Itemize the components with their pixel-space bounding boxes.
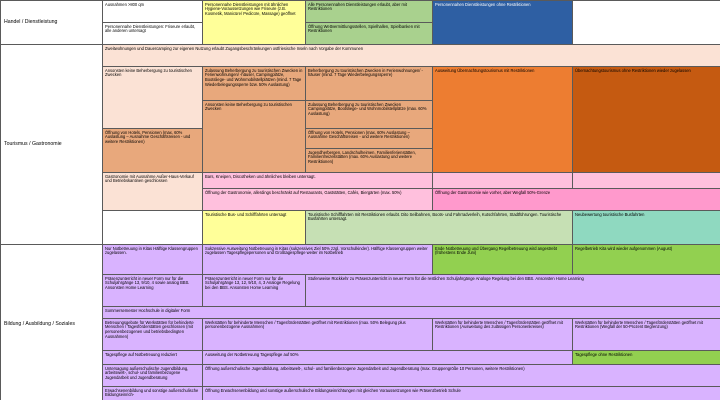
table-row bbox=[1, 275, 720, 307]
cell-r14c5: Tagespflege ohne Restriktionen bbox=[573, 351, 720, 365]
table-row bbox=[1, 245, 720, 275]
table-row bbox=[1, 307, 720, 319]
cell-r11c2: Präsenzunterricht in neuer Form nur für die Schuljahrgänge 13, 12, 9/10, 4, 3 Analoge Regelung bei den BBS. Ansonsten Home Learning bbox=[203, 275, 306, 307]
cell-r9c1: Touristische Bus- und Schifffahrten untersagt bbox=[203, 211, 306, 245]
cell-r5c1: Öffnung von Hotels, Pensionen (max. 60% Auslastung – Ausnahme Geschäftsreisen - und weitere Restriktionen) bbox=[103, 129, 203, 173]
cell-r11c3: Stufenweise Rückkehr zu Präsenzunterricht in neuer Form für die restlichen Schuljahrgänge Analoge Regelung bei den BBS. Ansonsten Home Learning bbox=[306, 275, 720, 307]
cell-r10c4: Ende Notbetreuung und Übergang Regelbetreuung wird angestrebt (frühestens Ende Juni) bbox=[433, 245, 573, 275]
cell-r1c1: Personennahe Dienstleistungen: Friseure erlaubt, alle anderen untersagt bbox=[103, 23, 203, 45]
row-category-empty-1 bbox=[103, 211, 203, 245]
cell-r4c3: Zulassung Beherbergung zu touristischen Zwecken Campingplätze, Bootsliege- und Wohnmobilstellplätze (max. 60% Auslastung) bbox=[306, 101, 433, 129]
cell-r0c3: Alle Personennahen Dienstleistungen erlaubt, aber mit Restriktionen bbox=[306, 1, 433, 23]
cell-r4c2: Ansonsten keine Beherbergung zu touristischen Zwecken bbox=[203, 101, 306, 173]
cell-r7c2: Bars, Kneipen, Discotheken und ähnliches bleiben untersagt. bbox=[203, 173, 433, 189]
cell-r10c2: Sukzessive Ausweitung Notbetreuung in Kitas (sukzessives Ziel 50% zzgl. Vorschulkinder). Hälftige Klassengruppen weiter zugelassen Tagespflegepersonen und Großtagespflege weiter im Notbetrieb bbox=[203, 245, 433, 275]
cell-r10c5: Regelbetrieb Kita wird wieder aufgenommen (August) bbox=[573, 245, 720, 275]
table-row bbox=[1, 173, 720, 189]
row-category-bildung: Bildung / Ausbildung / Soziales bbox=[1, 245, 103, 400]
cell-r3c1: Ansonsten keine Beherbergung zu touristischen Zwecken bbox=[103, 67, 203, 129]
cell-r3c3: Beherbergung zu touristischen Zwecken in Ferienwohnungen/ -häuser (mind. 7 Tage Wiederbelegungssperre) bbox=[306, 67, 433, 101]
cell-r0c2: Personennahe Dienstleistungen mit ähnlichen Hygiene-Voraussetzungen wie Friseure (z.B. Kosmetik, Manicüre/ Pedicüre, Massage) geöffnet bbox=[203, 1, 306, 45]
table-row bbox=[1, 211, 720, 245]
cell-r0c1: Ausnahmen >800 qm bbox=[103, 1, 203, 23]
cell-r14c2: Ausweitung der Notbetreuung Tagespflege auf 50% bbox=[203, 351, 573, 365]
cell-r12-merged: Sommersemester Hochschule in digitaler Form bbox=[103, 307, 720, 319]
table-row bbox=[1, 351, 720, 365]
cell-r16c1: Erwachsenenbildung und sonstige außerschulische Bildungseinrich- bbox=[103, 387, 203, 400]
cell-r15c2: Öffnung außerschulische Jugendbildung, arbeitswelt-, schul- und familienbezogene Jugendarbeit und Jugendberatung (max. Gruppengröße 10 Personen, weitere Restriktionen) bbox=[203, 365, 720, 387]
cell-r0c4: Personennahen Dienstleistungen ohne Restriktionen bbox=[433, 1, 573, 45]
cell-r9c4: Neubewertung touristische Busfahrten bbox=[573, 211, 720, 245]
row-category-tourismus: Tourismus / Gastronomie bbox=[1, 45, 103, 245]
cell-r13c1: Betreuungsgebote für Werkstätten für behinderte Menschen / Tagesförderstätten geschlossen (mit personenbezogenen und betriebsbedingten Ausnahmen) bbox=[103, 319, 203, 351]
cell-r8c2: Öffnung der Gastronomie, allerdings beschränkt auf Restaurants, Gaststätten, Cafés, Biergärten (max. 50%) bbox=[203, 189, 433, 211]
cell-r3c4: Ausweitung Übernachtungstourismus mit Restriktionen bbox=[433, 67, 573, 173]
cell-r7c4 bbox=[433, 173, 573, 189]
cell-r14c1: Tagespflege auf Notbetreuung reduziert bbox=[103, 351, 203, 365]
table-row bbox=[1, 387, 720, 400]
cell-r10c1: Nur Notbetreuung in Kitas Hälftige Klassengruppen zugelassen. bbox=[103, 245, 203, 275]
cell-r3c5: Übernachtungstourismus ohne Restriktionen wieder zugelassen bbox=[573, 67, 720, 173]
cell-r3c2: Zulassung Beherbergung zu touristischen Zwecken in Ferienwohnungen/ -häuser, Campingplätze, Bootsliege- und Wohnmobilstellplätzen (mind. 7 Tage Wiederbelegungssperre bzw. 50% Auslastung) bbox=[203, 67, 306, 101]
cell-r13c5: Werkstätten für behinderte Menschen / Tagesförderstätten geöffnet mit Restriktionen (Wegfall der 50-Prozent Begrenzung) bbox=[573, 319, 720, 351]
table-row bbox=[1, 45, 720, 67]
cell-r8c4: Öffnung der Gastronomie wie vorher, aber Wegfall 50%-Grenze bbox=[433, 189, 720, 211]
table-row bbox=[1, 1, 720, 23]
table-row bbox=[1, 365, 720, 387]
cell-r13c4: Werkstätten für behinderte Menschen / Tagesförderstätten geöffnet mit Restriktionen (Ausweitung des zulässigen Personenkreises) bbox=[433, 319, 573, 351]
cell-r0c5 bbox=[573, 1, 720, 45]
cell-r7c1: Gastronomie mit Ausnahme Außer-Haus-Verkauf und Betriebskantinen geschlossen bbox=[103, 173, 203, 211]
cell-r2-merged: Zweitwohnungen und Dauercamping zur eigenen Nutzung erlaubt Zugangsbeschränkungen ostfriesische Inseln nach Vorgabe der Kommunen bbox=[103, 45, 720, 67]
cell-r1c3: Öffnung Wettvermittlungsstellen, Spielhallen, Spielbanken mit Restriktionen bbox=[306, 23, 433, 45]
cell-r13c2: Werkstätten für behinderte Menschen / Tagesförderstätten geöffnet mit Restriktionen (max. 50% Belegung plus personenbezogene Ausnahmen) bbox=[203, 319, 433, 351]
cell-r9c2: Touristische Schifffahrten mit Restriktionen erlaubt. Dito Seilbahnen, Boots- und Fahrradverleih, Kutschfahrten, Stadtführungen. Touristische Busfahrten untersagt. bbox=[306, 211, 573, 245]
cell-r5c3: Öffnung von Hotels, Pensionen (max. 60% Auslastung – Ausnahme Geschäftsreisen - und weitere Restriktionen) bbox=[306, 129, 433, 149]
cell-r16c2: Öffnung Erwachsenenbildung und sonstige außerschulische Bildungseinrichtungen mit gleichen Voraussetzungen wie Präsenzbetrieb Schule bbox=[203, 387, 720, 400]
cell-r7c5 bbox=[573, 173, 720, 189]
cell-r11c1: Präsenzunterricht in neuer Form nur für die Schuljahrgänge 13, 9/10, 4 sowie analog BBS. Ansonsten Home Learning bbox=[103, 275, 203, 307]
table-row bbox=[1, 319, 720, 351]
cell-r15c1: Untersagung außerschulische Jugendbildung, arbeitswelt-, schul- und familienbezogene Jugendarbeit und Jugendberatung bbox=[103, 365, 203, 387]
table-row bbox=[1, 67, 720, 101]
cell-r6c3: Jugendherbergen, Landschulheimen, Familienferienstätten, Familienfreizeitstätten (max. 60% Auslastung und weitere Restriktionen) bbox=[306, 149, 433, 173]
row-category-handel: Handel / Dienstleistung bbox=[1, 1, 103, 45]
